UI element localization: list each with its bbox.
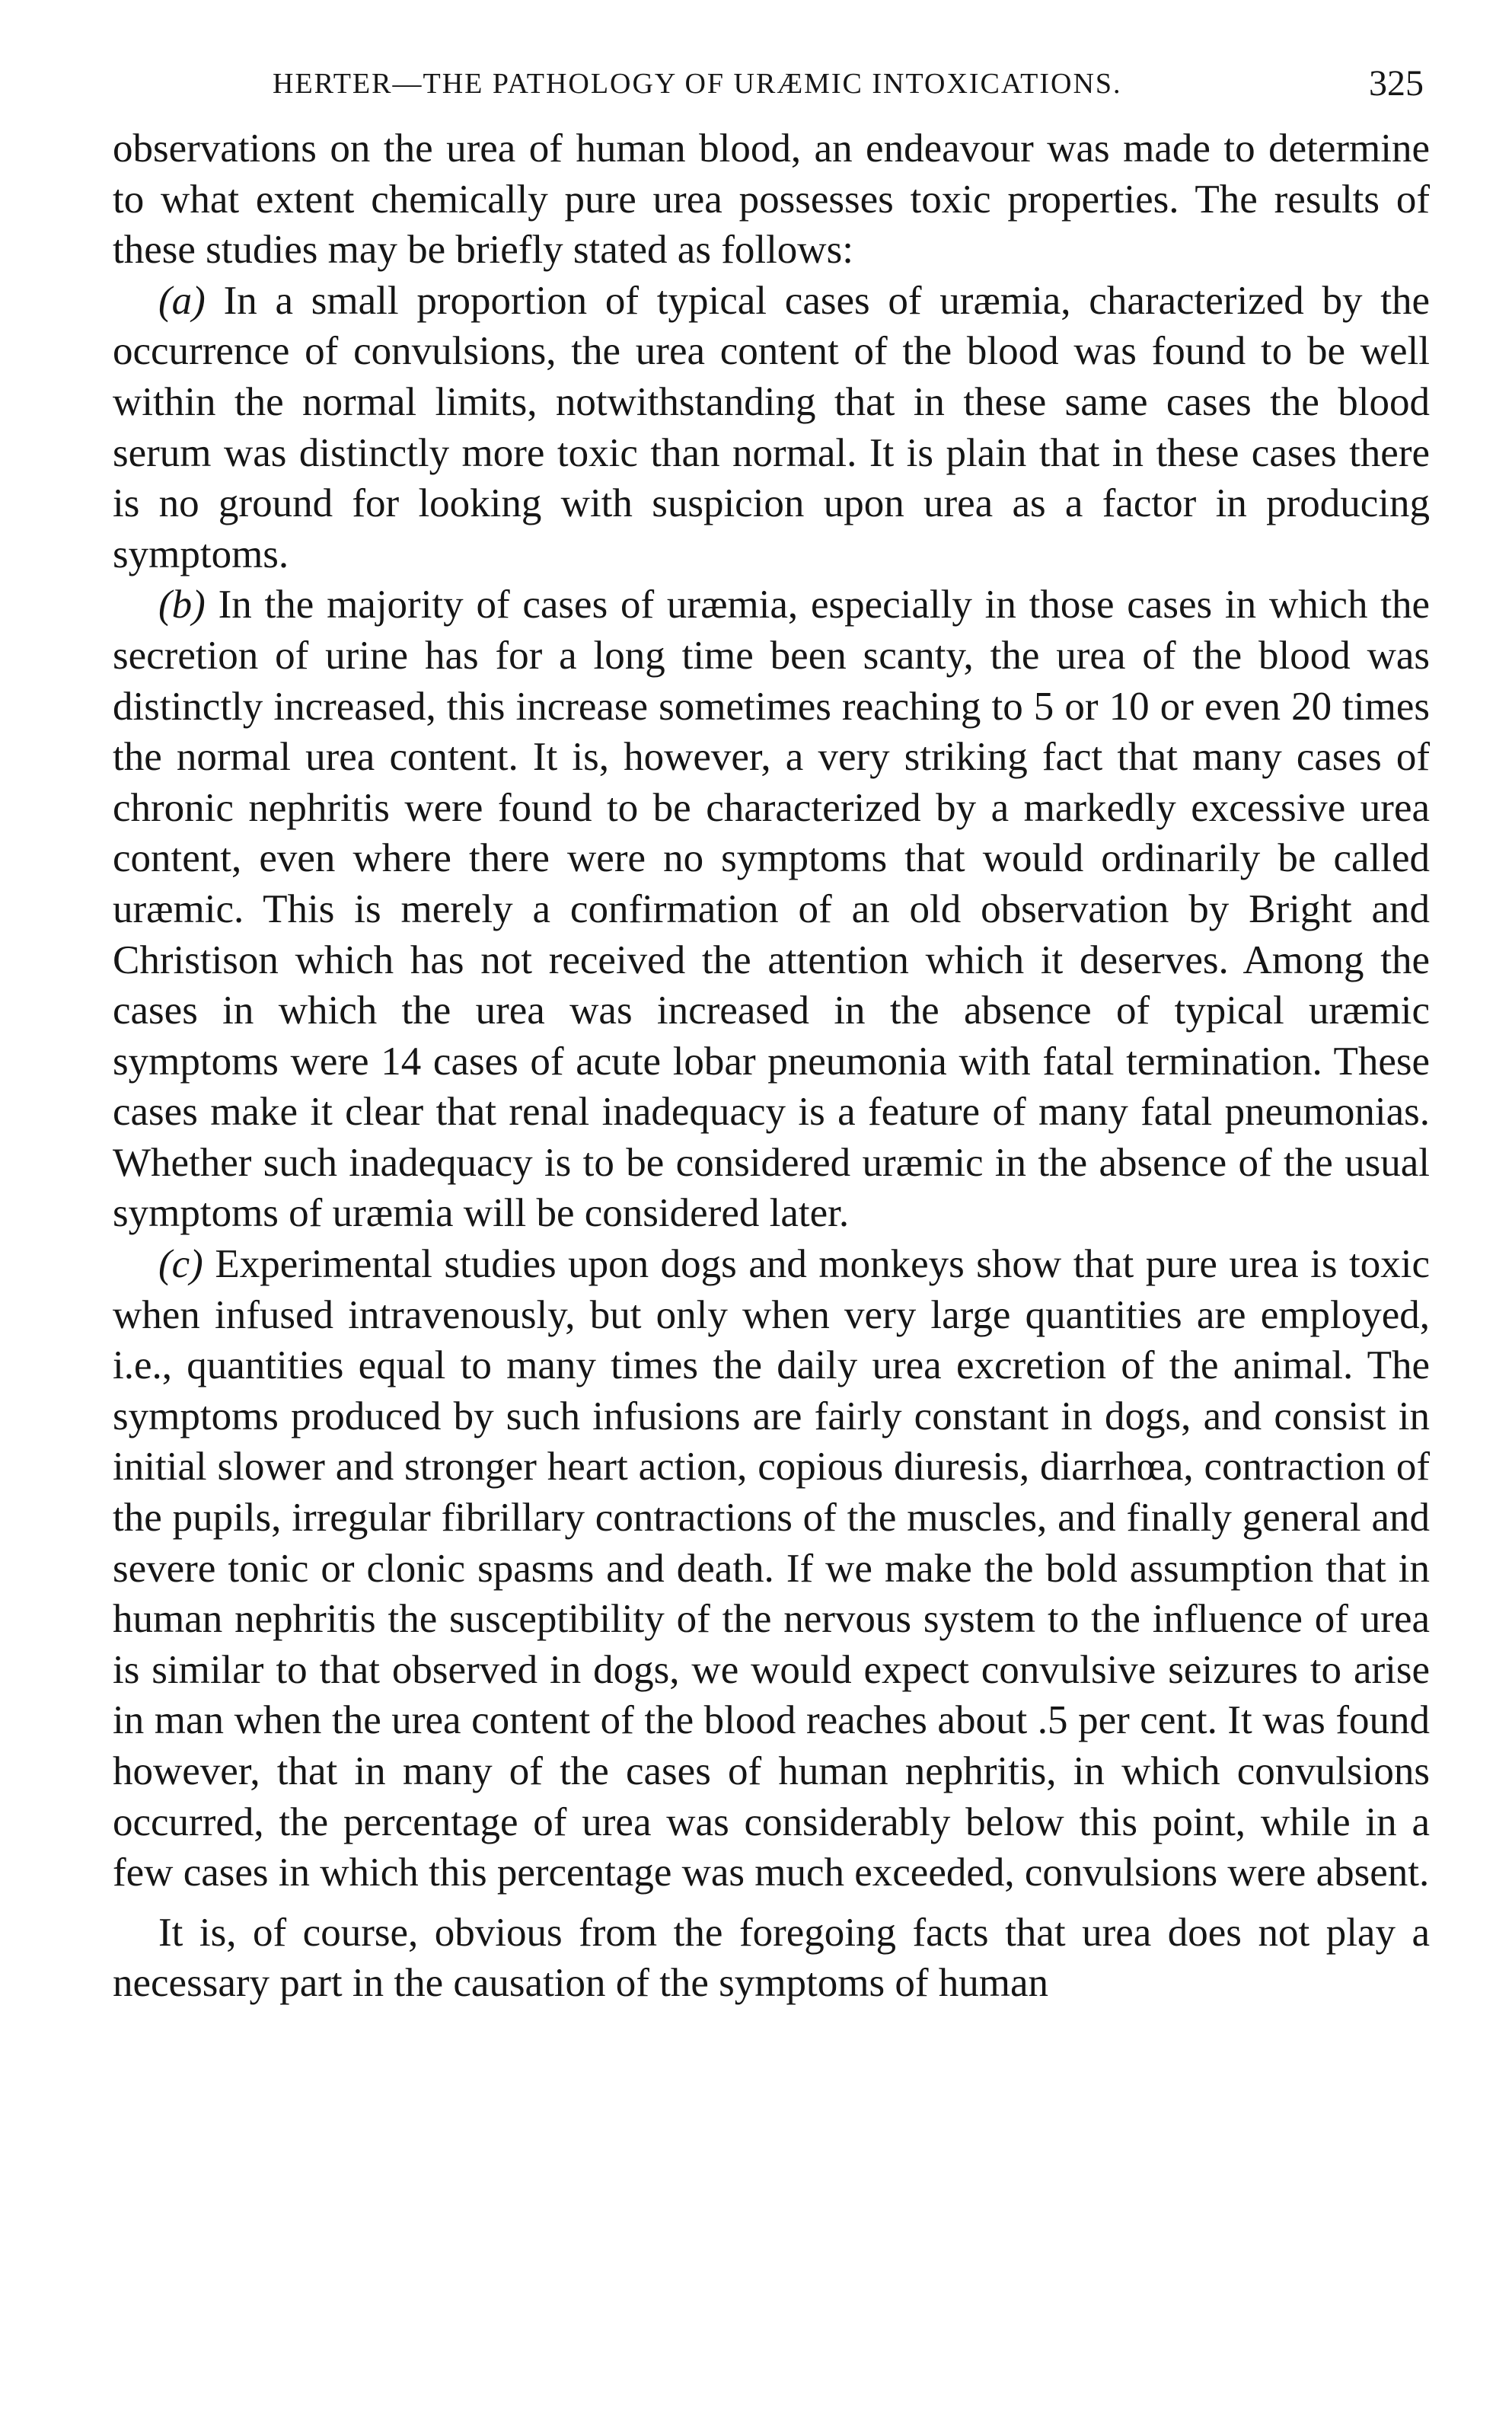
paragraph-label: (c) [158,1242,203,1287]
paragraph-continued [113,123,1430,276]
paragraph-label: (a) [158,278,206,323]
book-page [113,63,1430,2009]
paragraph-text: In the majority of cases of uræmia, especially in those cases in which the secretion of urine has for a long time been scanty, the urea of the blood was distinctly increased, this increase sometimes reaching to 5 or 10 or even 20 times the normal urea content. It is, however, a very striking fact that many cases of chronic nephritis were found to be characterized by a markedly excessive urea content, even where there were no symptoms that would ordinarily be called uræmic. This is merely a confirmation of an old observation by Bright and Christison which has not received the attention which it deserves. Among the cases in which the urea was increased in the absence of typical uræmic symptoms were 14 cases of acute lobar pneumonia with fatal termination. These cases make it clear that renal inadequacy is a feature of many fatal pneumonias. Whether such inadequacy is to be considered uræmic in the absence of the usual symptoms of uræmia will be considered later. [113,583,1430,1236]
paragraph-text: In a small proportion of typical cases of uræmia, characterized by the occurrence of convulsions, the urea content of the blood was found to be well within the normal limits, notwithstanding that in these same cases the blood serum was distinctly more toxic than normal. It is plain that in these cases there is no ground for looking with suspicion upon urea as a factor in producing symptoms. [113,278,1430,576]
running-head [113,63,1430,113]
paragraph-text: Experimental studies upon dogs and monkeys show that pure urea is toxic when infused intravenously, but only when very large quantities are employed, i.e., quantities equal to many times the daily urea excretion of the animal. The symptoms produced by such infusions are fairly constant in dogs, and consist in initial slower and stronger heart action, copious diuresis, diarrhœa, contraction of the pupils, irregular fibrillary contractions of the muscles, and finally general and severe tonic or clonic spasms and death. If we make the bold assumption that in human nephritis the susceptibility of the nervous system to the influence of urea is similar to that observed in dogs, we would expect convulsive seizures to arise in man when the urea content of the blood reaches about .5 per cent. It was found however, that in many of the cases of human nephritis, in which convulsions occurred, the percentage of urea was considerably below this point, while in a few cases in which this percentage was much exceeded, convulsions were absent. [113,1242,1430,1895]
page-number: 325 [1369,63,1424,104]
paragraph-b [113,580,1430,1239]
paragraph-a [113,276,1430,580]
paragraph-text: It is, of course, obvious from the foregoing facts that urea does not play a necessary part in the causation of the symptoms of human [113,1910,1430,2006]
paragraph-conclusion [113,1908,1430,2009]
paragraph-text: observations on the urea of human blood, an endeavour was made to determine to what extent chemically pure urea possesses toxic properties. The results of these studies may be briefly stated as follows: [113,126,1430,273]
paragraph-c [113,1239,1430,1898]
body-text [113,123,1430,2009]
running-title: HERTER—THE PATHOLOGY OF URÆMIC INTOXICATIONS. [273,68,1122,100]
paragraph-label: (b) [158,583,206,627]
